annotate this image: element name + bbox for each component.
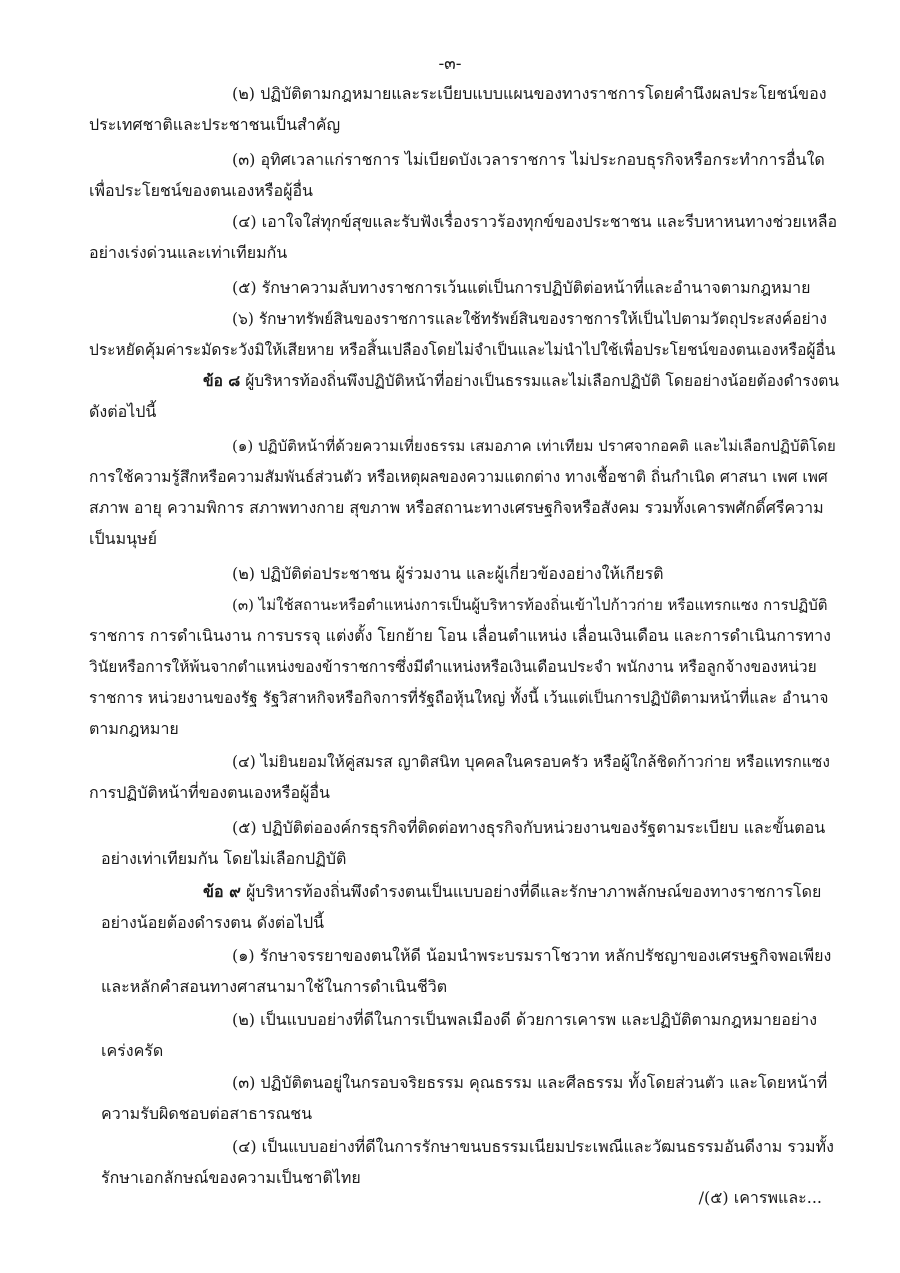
text-line: เป็นมนุษย์ [89,529,157,548]
clause-8-line [203,371,839,391]
page-number: -๓- [438,54,462,74]
text-line: ตามกฎหมาย [89,719,179,738]
text-line: (๓) ไม่ใช้สถานะหรือตำแหน่งการเป็นผู้บริหารท้องถิ่นเข้าไปก้าวก่าย หรือแทรกแซง การปฏิบัติ [232,596,828,614]
text-line: (๒) ปฏิบัติตามกฎหมายและระเบียบแบบแผนของทางราชการโดยคำนึงผลประโยชน์ของ [232,84,827,103]
text-line: เคร่งครัด [101,1041,164,1060]
text-line: ราชการ การดำเนินงาน การบรรจุ แต่งตั้ง โยกย้าย โอน เลื่อนตำแหน่ง เลื่อนเงินเดือน และการดำเนินการทาง [89,626,831,645]
text-line: ความรับผิดชอบต่อสาธารณชน [101,1104,313,1123]
text-line: (๒) ปฏิบัติต่อประชาชน ผู้ร่วมงาน และผู้เกี่ยวข้องอย่างให้เกียรติ [232,564,664,583]
clause-8-label: ข้อ ๘ [203,371,241,390]
text-line: รักษาเอกลักษณ์ของความเป็นชาติไทย [101,1168,361,1187]
clause-9-line [203,882,821,902]
text-line: (๔) เป็นแบบอย่างที่ดีในการรักษาขนบธรรมเนียมประเพณีและวัฒนธรรมอันดีงาม รวมทั้ง [232,1137,834,1156]
text-line: ผู้บริหารท้องถิ่นพึงปฏิบัติหน้าที่อย่างเป็นธรรมและไม่เลือกปฏิบัติ โดยอย่างน้อยต้องดำรงตน [245,372,839,390]
text-line: สภาพ อายุ ความพิการ สภาพทางกาย สุขภาพ หรือสถานะทางเศรษฐกิจหรือสังคม รวมทั้งเคารพศักดิ์ศรีความ [89,498,824,517]
text-line: เพื่อประโยชน์ของตนเองหรือผู้อื่น [89,181,313,200]
text-line: (๔) ไม่ยินยอมให้คู่สมรส ญาติสนิท บุคคลในครอบครัว หรือผู้ใกล้ชิดก้าวก่าย หรือแทรกแซง [232,753,830,771]
text-line: ประหยัดคุ้มค่าระมัดระวังมิให้เสียหาย หรือสิ้นเปลืองโดยไม่จำเป็นและไม่นำไปใช้เพื่อประโยชน์ของตนเองหรือผู้อื่น [89,341,836,359]
text-line: (๓) ปฏิบัติตนอยู่ในกรอบจริยธรรม คุณธรรม และศีลธรรม ทั้งโดยส่วนตัว และโดยหน้าที่ [232,1073,828,1092]
text-line: การใช้ความรู้สึกหรือความสัมพันธ์ส่วนตัว หรือเหตุผลของความแตกต่าง ทางเชื้อชาติ ถิ่นกำเนิด ศาสนา เพศ เพศ [89,468,828,486]
text-line: (๑) รักษาจรรยาของตนให้ดี น้อมนำพระบรมราโชวาท หลักปรัชญาของเศรษฐกิจพอเพียง [232,946,832,965]
text-line: อย่างน้อยต้องดำรงตน ดังต่อไปนี้ [101,913,325,932]
text-line: ผู้บริหารท้องถิ่นพึงดำรงตนเป็นแบบอย่างที่ดีและรักษาภาพลักษณ์ของทางราชการโดย [245,882,822,901]
text-line: อย่างเร่งด่วนและเท่าเทียมกัน [89,243,288,262]
text-line: (๓) อุทิศเวลาแก่ราชการ ไม่เบียดบังเวลาราชการ ไม่ประกอบธุรกิจหรือกระทำการอื่นใด [232,150,825,169]
text-line: ประเทศชาติและประชาชนเป็นสำคัญ [89,115,341,134]
text-line: (๖) รักษาทรัพย์สินของราชการและใช้ทรัพย์สินของราชการให้เป็นไปตามวัตถุประสงค์อย่าง [232,310,827,328]
text-line: (๕) ปฏิบัติต่อองค์กรธุรกิจที่ติดต่อทางธุรกิจกับหน่วยงานของรัฐตามระเบียบ และขั้นตอน [232,818,826,837]
text-line: (๒) เป็นแบบอย่างที่ดีในการเป็นพลเมืองดี ด้วยการเคารพ และปฏิบัติตามกฎหมายอย่าง [232,1010,818,1029]
text-line: วินัยหรือการให้พ้นจากตำแหน่งของข้าราชการซึ่งมีตำแหน่งหรือเงินเดือนประจำ พนักงาน หรือลูกจ้างของหน่วย [89,658,817,676]
clause-9-label: ข้อ ๙ [203,882,241,901]
text-line: ดังต่อไปนี้ [89,402,157,421]
text-line: ราชการ หน่วยงานของรัฐ รัฐวิสาหกิจหรือกิจการที่รัฐถือหุ้นใหญ่ ทั้งนี้ เว้นแต่เป็นการปฏิบัติตามหน้าที่และ อำนาจ [89,689,829,707]
text-line: และหลักคำสอนทางศาสนามาใช้ในการดำเนินชีวิต [101,977,448,996]
text-line: (๕) รักษาความลับทางราชการเว้นแต่เป็นการปฏิบัติต่อหน้าที่และอำนาจตามกฎหมาย [232,278,811,297]
continuation-footer: /(๕) เคารพและ... [698,1188,822,1207]
text-line: การปฏิบัติหน้าที่ของตนเองหรือผู้อื่น [89,783,330,802]
text-line: (๔) เอาใจใส่ทุกข์สุขและรับฟังเรื่องราวร้องทุกข์ของประชาชน และรีบหาหนทางช่วยเหลือ [232,212,838,231]
text-line: (๑) ปฏิบัติหน้าที่ด้วยความเที่ยงธรรม เสมอภาค เท่าเทียม ปราศจากอคติ และไม่เลือกปฏิบัติโดย [232,437,836,455]
text-line: อย่างเท่าเทียมกัน โดยไม่เลือกปฏิบัติ [101,849,347,868]
